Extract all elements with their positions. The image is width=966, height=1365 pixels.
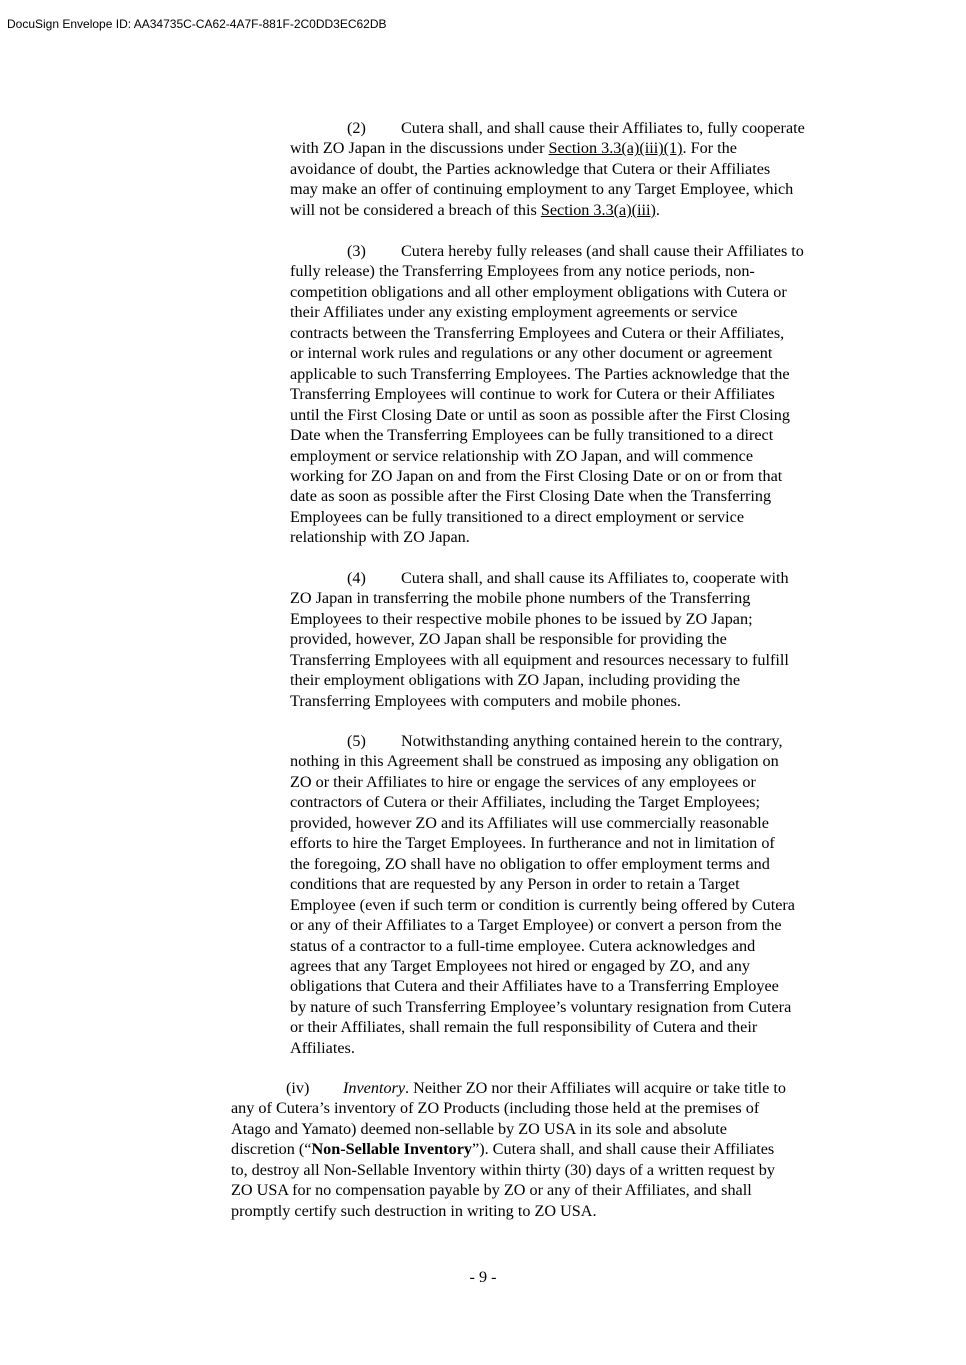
paragraph-5-line: nothing in this Agreement shall be construed as imposing any obligation on bbox=[290, 752, 779, 771]
paragraph-4-line: Transferring Employees with all equipment and resources necessary to fulfill bbox=[290, 650, 789, 669]
paragraph-5-line: Affiliates. bbox=[290, 1038, 355, 1057]
paragraph-2-number: (2) bbox=[347, 119, 366, 137]
paragraph-3-number: (3) bbox=[347, 242, 366, 260]
paragraph-5-line: agrees that any Target Employees not hired or engaged by ZO, and any bbox=[290, 956, 750, 975]
paragraph-2-line: will not be considered a breach of this bbox=[290, 200, 541, 219]
section-reference: Section 3.3(a)(iii)(1) bbox=[548, 139, 683, 158]
defined-term: Non-Sellable Inventory bbox=[311, 1140, 473, 1159]
paragraph-5-line: the foregoing, ZO shall have no obligation to offer employment terms and bbox=[290, 854, 770, 873]
paragraph-3-line: until the First Closing Date or until as soon as possible after the First Closing bbox=[290, 405, 790, 424]
paragraph-iv-line: promptly certify such destruction in writing to ZO USA. bbox=[231, 1201, 597, 1220]
paragraph-3-line: employment or service relationship with ZO Japan, and will commence bbox=[290, 446, 754, 465]
paragraph-5-line: contractors of Cutera or their Affiliates, including the Target Employees; bbox=[290, 793, 760, 812]
paragraph-iv-line: . Neither ZO nor their Affiliates will acquire or take title to bbox=[405, 1079, 786, 1097]
paragraph-5-line: conditions that are requested by any Person in order to retain a Target bbox=[290, 875, 740, 894]
paragraph-iv-line: to, destroy all Non-Sellable Inventory within thirty (30) days of a written request by bbox=[231, 1160, 775, 1179]
paragraph-3-line: fully release) the Transferring Employees from any notice periods, non- bbox=[290, 262, 755, 281]
paragraph-iv-line: Atago and Yamato) deemed non-sellable by ZO USA in its sole and absolute bbox=[231, 1119, 727, 1138]
paragraph-4-number: (4) bbox=[347, 569, 366, 587]
paragraph-2 bbox=[290, 118, 852, 220]
section-reference: Section 3.3(a)(iii) bbox=[540, 200, 656, 219]
paragraph-4-line: ZO Japan in transferring the mobile phone numbers of the Transferring bbox=[290, 589, 751, 608]
envelope-id: DocuSign Envelope ID: AA34735C-CA62-4A7F-881F-2C0DD3EC62DB bbox=[7, 17, 387, 31]
paragraph-5-line: Notwithstanding anything contained herein to the contrary, bbox=[401, 732, 783, 750]
paragraph-iv-line: discretion (“ bbox=[231, 1140, 312, 1159]
paragraph-4 bbox=[290, 568, 852, 711]
paragraph-2-line: avoidance of doubt, the Parties acknowledge that Cutera or their Affiliates bbox=[290, 159, 771, 178]
paragraph-4-line: Transferring Employees with computers and mobile phones. bbox=[290, 691, 681, 710]
paragraph-5-line: or any of their Affiliates to a Target Employee) or convert a person from the bbox=[290, 916, 782, 935]
paragraph-2-line: with ZO Japan in the discussions under bbox=[290, 139, 549, 158]
paragraph-3-line: competition obligations and all other employment obligations with Cutera or bbox=[290, 282, 787, 301]
paragraph-3-line: applicable to such Transferring Employees. The Parties acknowledge that the bbox=[290, 364, 790, 383]
paragraph-2-line: . For the bbox=[682, 139, 737, 158]
paragraph-3-line: contracts between the Transferring Employees and Cutera or their Affiliates, bbox=[290, 323, 785, 342]
paragraph-4-line: provided, however, ZO Japan shall be responsible for providing the bbox=[290, 630, 727, 649]
paragraph-iv-line: ”). Cutera shall, and shall cause their Affiliates bbox=[472, 1140, 775, 1159]
paragraph-3-line: Cutera hereby fully releases (and shall cause their Affiliates to bbox=[401, 242, 804, 260]
paragraph-5-line: Employee (even if such term or condition is currently being offered by Cutera bbox=[290, 895, 795, 914]
paragraph-3-line: Employees can be fully transitioned to a direct employment or service bbox=[290, 507, 745, 526]
paragraph-3 bbox=[290, 241, 852, 548]
paragraph-3-line: working for ZO Japan on and from the First Closing Date or on or from that bbox=[290, 466, 783, 485]
paragraph-iv-line: ZO USA for no compensation payable by ZO or any of their Affiliates, and shall bbox=[231, 1181, 752, 1200]
paragraph-5-line: by nature of such Transferring Employee’s voluntary resignation from Cutera bbox=[290, 997, 792, 1016]
paragraph-2-line: . bbox=[655, 200, 660, 219]
paragraph-5-line: obligations that Cutera and their Affiliates have to a Transferring Employee bbox=[290, 977, 779, 996]
paragraph-2-line: may make an offer of continuing employment to any Target Employee, which bbox=[290, 180, 794, 199]
paragraph-3-line: Transferring Employees will continue to work for Cutera or their Affiliates bbox=[290, 385, 775, 404]
paragraph-4-line: Employees to their respective mobile phones to be issued by ZO Japan; bbox=[290, 609, 753, 628]
paragraph-5-number: (5) bbox=[347, 732, 366, 750]
paragraph-4-line: Cutera shall, and shall cause its Affiliates to, cooperate with bbox=[401, 569, 789, 587]
paragraph-iv-heading: Inventory bbox=[343, 1079, 406, 1097]
paragraph-5 bbox=[290, 731, 852, 1058]
paragraph-5-line: status of a contractor to a full-time employee. Cutera acknowledges and bbox=[290, 936, 756, 955]
paragraph-3-line: date as soon as possible after the First Closing Date when the Transferring bbox=[290, 487, 772, 506]
page-number: - 9 - bbox=[469, 1268, 497, 1286]
paragraph-iv-number: (iv) bbox=[286, 1079, 310, 1097]
paragraph-5-line: ZO or their Affiliates to hire or engage the services of any employees or bbox=[290, 772, 756, 791]
paragraph-3-line: relationship with ZO Japan. bbox=[290, 528, 470, 547]
paragraph-5-line: or their Affiliates, shall remain the full responsibility of Cutera and their bbox=[290, 1018, 758, 1037]
paragraph-5-line: efforts to hire the Target Employees. In furtherance and not in limitation of bbox=[290, 834, 775, 853]
paragraph-2-line: Cutera shall, and shall cause their Affiliates to, fully cooperate bbox=[401, 119, 805, 137]
paragraph-iv-line: any of Cutera’s inventory of ZO Products (including those held at the premises of bbox=[231, 1099, 760, 1118]
paragraph-3-line: their Affiliates under any existing employment agreements or service bbox=[290, 303, 738, 322]
paragraph-3-line: or internal work rules and regulations or any other document or agreement bbox=[290, 344, 773, 363]
paragraph-5-line: provided, however ZO and its Affiliates will use commercially reasonable bbox=[290, 813, 769, 832]
paragraph-iv bbox=[231, 1078, 851, 1221]
paragraph-4-line: their employment obligations with ZO Japan, including providing the bbox=[290, 671, 741, 690]
paragraph-3-line: Date when the Transferring Employees can be fully transitioned to a direct bbox=[290, 426, 774, 445]
